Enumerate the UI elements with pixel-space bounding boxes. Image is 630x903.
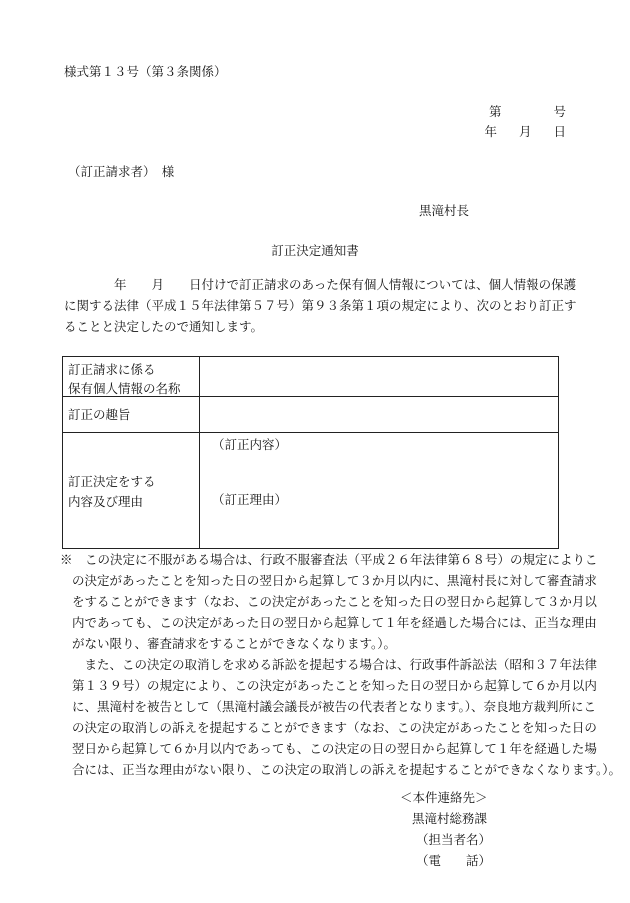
note-line: に、黒滝村を被告として（黒滝村議会議長が被告の代表者となります。）、奈良地方裁判所にこ (72, 699, 597, 714)
table-row (63, 357, 559, 397)
note-line: ※ この決定に不服がある場合は、行政不服審査法（平成２６年法律第６８号）の規定によりこ (60, 552, 598, 567)
table-row (63, 433, 559, 549)
note-line: がない限り、審査請求をすることができなくなります。）。 (72, 636, 397, 651)
document-title: 訂正決定通知書 (271, 243, 359, 258)
correction-table (62, 356, 559, 549)
intro-line: 年 月 日付けで訂正請求のあった保有個人情報については、個人情報の保護 (64, 277, 577, 292)
date-year: 年 (484, 124, 497, 139)
content-label: （訂正内容） (212, 437, 288, 452)
intro-line: ることと決定したので通知します。 (64, 319, 264, 334)
note-line: の決定があったことを知った日の翌日から起算して３か月以内に、黒滝村長に対して審査請求 (72, 573, 597, 588)
form-number: 様式第１３号（第３条関係） (64, 64, 227, 79)
note-line: の決定の取消しの訴えを提起することができます（なお、この決定があったことを知った日の (72, 720, 597, 735)
note-line: 第１３９号）の規定により、この決定があったことを知った日の翌日から起算して６か月以内 (72, 678, 597, 693)
note-line: また、この決定の取消しを求める訴訟を提起する場合は、行政事件訴訟法（昭和３７年法律 (72, 657, 598, 672)
document-number (489, 106, 566, 119)
addressee: （訂正請求者） 様 (68, 164, 175, 179)
note-line: 内であっても、この決定があった日の翌日から起算して１年を経過した場合には、正当な理由 (72, 615, 597, 630)
reason-label: （訂正理由） (212, 491, 288, 507)
sender: 黒滝村長 (419, 203, 470, 218)
row-label-content-reason: 訂正決定をする 内容及び理由 (63, 433, 200, 549)
date-month: 月 (518, 124, 532, 139)
table-row (63, 397, 559, 433)
contact-heading: ＜本件連絡先＞ (400, 790, 488, 805)
intro-line: に関する法律（平成１５年法律第５７号）第９３条第１項の規定により、次のとおり訂正す (64, 298, 577, 313)
contact-person: （担当者名） (416, 832, 492, 847)
row-value-content-reason (200, 433, 559, 549)
row-label-info-name: 訂正請求に係る 保有個人情報の名称 (63, 357, 200, 397)
document-number-suffix: 号 (553, 104, 566, 119)
contact-department: 黒滝村総務課 (412, 811, 488, 826)
note-line: 合には、正当な理由がない限り、この決定の取消しの訴えを提起することができなくなります。）。 (72, 762, 622, 777)
document-date (484, 126, 566, 139)
contact-phone: （電 話） (416, 853, 492, 868)
row-value-purpose (200, 397, 559, 433)
document-number-prefix: 第 (488, 104, 502, 119)
date-day: 日 (553, 124, 566, 139)
note-line: 翌日から起算して６か月以内であっても、この決定の日の翌日から起算して１年を経過した場 (72, 741, 597, 756)
note-line: をすることができます（なお、この決定があったことを知った日の翌日から起算して３か月以 (72, 594, 597, 609)
row-value-info-name (200, 357, 559, 397)
row-label-purpose: 訂正の趣旨 (63, 397, 200, 433)
